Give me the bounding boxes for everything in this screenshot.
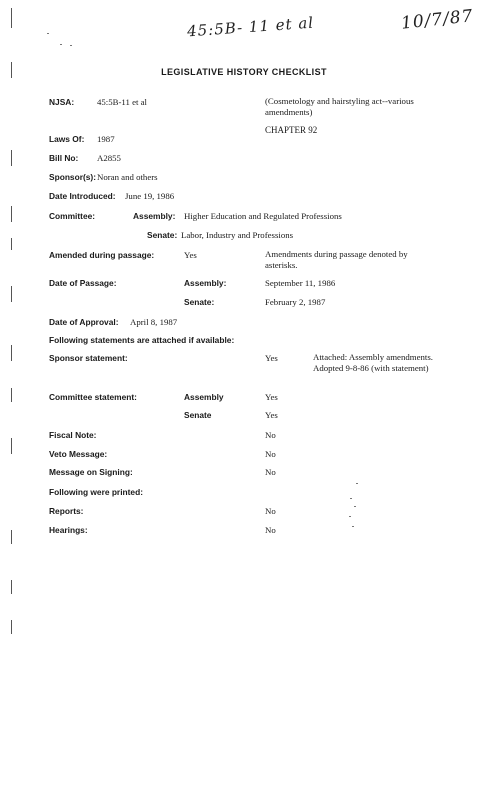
signing-message-value: No	[265, 467, 276, 477]
njsa-description: (Cosmetology and hairstyling act--various amendments)	[265, 96, 414, 117]
committee-statement-label: Committee statement:	[49, 392, 137, 402]
njsa-label: NJSA:	[49, 97, 75, 107]
reports-label: Reports:	[49, 506, 84, 516]
date-introduced-value: June 19, 1986	[125, 191, 175, 201]
committee-label: Committee:	[49, 211, 96, 221]
hearings-label: Hearings:	[49, 525, 88, 535]
passage-assembly-value: September 11, 1986	[265, 278, 336, 288]
njsa-value: 45:5B-11 et al	[97, 97, 148, 107]
printed-heading: Following were printed:	[49, 487, 143, 497]
committee-statement-senate-value: Yes	[265, 410, 278, 420]
veto-message-label: Veto Message:	[49, 449, 108, 459]
page-title: LEGISLATIVE HISTORY CHECKLIST	[161, 67, 327, 77]
committee-assembly-label: Assembly:	[133, 211, 176, 221]
laws-of-value: 1987	[97, 134, 115, 144]
bill-no-label: Bill No:	[49, 153, 79, 163]
hearings-value: No	[265, 525, 276, 535]
reports-value: No	[265, 506, 276, 516]
veto-message-value: No	[265, 449, 276, 459]
approval-label: Date of Approval:	[49, 317, 119, 327]
committee-statement-assembly-value: Yes	[265, 392, 278, 402]
passage-senate-value: February 2, 1987	[265, 297, 326, 307]
approval-value: April 8, 1987	[130, 317, 178, 327]
sponsors-value: Noran and others	[97, 172, 158, 182]
amended-value: Yes	[184, 250, 197, 260]
sponsor-statement-value: Yes	[265, 353, 278, 363]
committee-assembly-value: Higher Education and Regulated Professions	[184, 211, 342, 221]
committee-senate-value: Labor, Industry and Professions	[181, 230, 294, 240]
handwritten-date: 10/7/87	[400, 6, 475, 34]
passage-label: Date of Passage:	[49, 278, 117, 288]
sponsors-label: Sponsor(s):	[49, 172, 96, 182]
passage-assembly-label: Assembly:	[184, 278, 227, 288]
sponsor-statement-note: Attached: Assembly amendments. Adopted 9-8-86 (with statement)	[313, 352, 433, 373]
bill-no-value: A2855	[97, 153, 121, 163]
attached-heading: Following statements are attached if available:	[49, 335, 235, 345]
committee-senate-label: Senate:	[147, 230, 178, 240]
fiscal-note-value: No	[265, 430, 276, 440]
passage-senate-label: Senate:	[184, 297, 215, 307]
signing-message-label: Message on Signing:	[49, 467, 133, 477]
handwritten-citation: 45:5B- 11 et al	[186, 13, 315, 41]
fiscal-note-label: Fiscal Note:	[49, 430, 97, 440]
committee-statement-senate-label: Senate	[184, 410, 212, 420]
laws-of-label: Laws Of:	[49, 134, 85, 144]
amended-label: Amended during passage:	[49, 250, 155, 260]
amended-note: Amendments during passage denoted by asterisks.	[265, 249, 408, 270]
chapter-number: CHAPTER 92	[265, 125, 318, 135]
date-introduced-label: Date Introduced:	[49, 191, 116, 201]
sponsor-statement-label: Sponsor statement:	[49, 353, 128, 363]
committee-statement-assembly-label: Assembly	[184, 392, 224, 402]
